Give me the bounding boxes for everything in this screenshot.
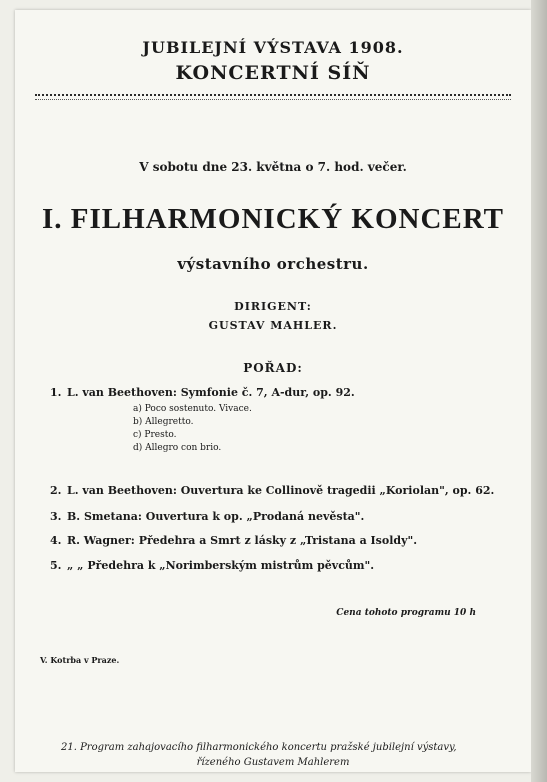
item-number: 2. <box>50 484 62 497</box>
item-text: R. Wagner: Předehra a Smrt z lásky z „Tristana a Isoldy". <box>67 534 418 547</box>
page-edge <box>531 0 547 782</box>
item-text: L. van Beethoven: Ouvertura ke Collinově tragedii „Koriolan", op. 62. <box>67 484 495 497</box>
caption-line-1: 21. Program zahajovacího filharmonického koncertu pražské jubilejní výstavy, <box>61 742 457 753</box>
program-price: Cena tohoto programu 10 h <box>336 608 476 618</box>
program-heading: POŘAD: <box>243 361 303 375</box>
movement: d) Allegro con brio. <box>133 443 222 453</box>
movement: b) Allegretto. <box>133 417 194 427</box>
item-text: L. van Beethoven: Symfonie č. 7, A-dur, op. 92. <box>67 386 355 399</box>
movement: c) Presto. <box>133 430 177 440</box>
caption-line-2: řízeného Gustavem Mahlerem <box>196 757 350 768</box>
header-divider-secondary <box>35 99 511 100</box>
concert-hall-title: KONCERTNÍ SÍŇ <box>175 62 371 84</box>
item-text: B. Smetana: Ouvertura k op. „Prodaná nevěsta". <box>67 510 365 523</box>
director-label: DIRIGENT: <box>234 300 312 313</box>
item-number: 5. <box>50 559 62 572</box>
concert-subtitle: výstavního orchestru. <box>177 255 369 273</box>
item-number: 3. <box>50 510 62 523</box>
header-divider <box>35 94 511 96</box>
item-text: „ „ Předehra k „Norimberským mistrům pěvcům". <box>67 559 375 572</box>
exhibition-title: JUBILEJNÍ VÝSTAVA 1908. <box>142 38 404 57</box>
concert-program-poster <box>15 10 531 772</box>
item-number: 1. <box>50 386 62 399</box>
printer-credit: V. Kotrba v Praze. <box>40 655 120 665</box>
movement: a) Poco sostenuto. Vivace. <box>133 404 252 414</box>
item-number: 4. <box>50 534 62 547</box>
concert-title: I. FILHARMONICKÝ KONCERT <box>41 203 505 235</box>
director-name: GUSTAV MAHLER. <box>208 319 338 332</box>
date-line: V sobotu dne 23. května o 7. hod. večer. <box>139 160 407 174</box>
